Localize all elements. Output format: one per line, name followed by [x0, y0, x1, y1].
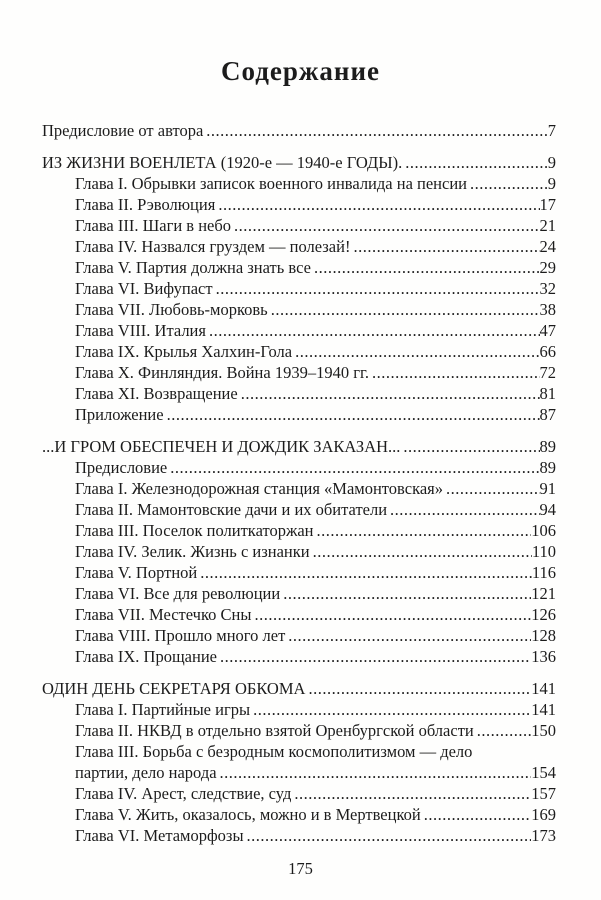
dot-leader: [467, 173, 548, 194]
toc-entry-label: Глава VIII. Прошло много лет: [75, 626, 286, 645]
dot-leader: [421, 804, 532, 825]
dot-leader: [280, 583, 531, 604]
toc-page-number: 173: [531, 826, 556, 845]
toc-page-number: 32: [539, 279, 556, 298]
dot-leader: [474, 720, 532, 741]
toc-entry: [42, 562, 556, 583]
dot-leader: [350, 236, 539, 257]
toc-entry-label: Предисловие: [75, 458, 168, 477]
dot-leader: [164, 404, 540, 425]
toc-entry-label: Предисловие от автора: [42, 121, 204, 140]
toc-entry-label: Глава III. Шаги в небо: [75, 216, 232, 235]
toc-entry-label: Глава VIII. Италия: [75, 321, 206, 340]
toc-entry: [42, 541, 556, 562]
toc-page-number: 150: [531, 721, 556, 740]
toc-entry-label: Глава IX. Прощание: [75, 647, 217, 666]
toc-entry: [42, 583, 556, 604]
toc-entry: [42, 120, 556, 141]
toc-page-number: 106: [531, 521, 556, 540]
folio-page-number: 175: [288, 859, 313, 878]
toc-entry-label: Глава II. Мамонтовские дачи и их обитатели: [75, 500, 388, 519]
toc-page-number: 24: [539, 237, 556, 256]
dot-leader: [197, 562, 532, 583]
toc-entry: [42, 257, 556, 278]
toc-entry-label: Глава II. Рэволюция: [75, 195, 216, 214]
toc-entry: [42, 625, 556, 646]
toc-page-number: 91: [539, 479, 556, 498]
dot-leader: [251, 604, 531, 625]
toc-entry: [42, 320, 556, 341]
toc-section-entry: [42, 152, 556, 173]
toc-entry-label: Глава III. Поселок политкаторжан: [75, 521, 314, 540]
toc-entry: [42, 173, 556, 194]
toc-entry: [42, 741, 556, 762]
toc-entry-label: Глава V. Портной: [75, 563, 198, 582]
toc-entry: [42, 762, 556, 783]
toc-entry: [42, 804, 556, 825]
dot-leader: [285, 625, 531, 646]
toc-entry-label: Глава VII. Местечко Сны: [75, 605, 252, 624]
toc-page-number: 154: [531, 763, 556, 782]
dot-leader: [250, 699, 531, 720]
toc-entry-label: Глава VI. Метаморфозы: [75, 826, 244, 845]
toc-entry: [42, 499, 556, 520]
dot-leader: [443, 478, 540, 499]
toc-page-number: 157: [531, 784, 556, 803]
toc-entry-label: ...И ГРОМ ОБЕСПЕЧЕН И ДОЖДИК ЗАКАЗАН...: [42, 437, 401, 456]
toc-page-number: 17: [539, 195, 556, 214]
dot-leader: [231, 215, 539, 236]
dot-leader: [203, 120, 547, 141]
dot-leader: [310, 541, 532, 562]
toc-entry: [42, 236, 556, 257]
toc-page-number: 9: [547, 174, 556, 193]
toc-entry: [42, 699, 556, 720]
toc-entry: [42, 404, 556, 425]
toc-page-number: 81: [539, 384, 556, 403]
dot-leader: [305, 678, 531, 699]
dot-leader: [206, 320, 540, 341]
toc-page-number: 89: [539, 437, 556, 456]
dot-leader: [292, 341, 539, 362]
toc-entry-label: Глава IX. Крылья Халхин-Гола: [75, 342, 293, 361]
toc-page-number: 110: [531, 542, 556, 561]
toc-page-number: 121: [531, 584, 556, 603]
toc-page-number: 116: [531, 563, 556, 582]
toc-page-number: 94: [539, 500, 556, 519]
dot-leader: [238, 383, 540, 404]
table-of-contents: [42, 120, 556, 846]
toc-entry: [42, 278, 556, 299]
dot-leader: [369, 362, 540, 383]
toc-page-number: 66: [539, 342, 556, 361]
toc-entry-label: Глава III. Борьба с безродным космополитизмом — дело: [75, 742, 473, 761]
toc-entry: [42, 215, 556, 236]
toc-page-number: 47: [539, 321, 556, 340]
toc-entry-label: Глава IV. Арест, следствие, суд: [75, 784, 292, 803]
toc-page-number: 89: [539, 458, 556, 477]
dot-leader: [268, 299, 540, 320]
toc-entry: [42, 457, 556, 478]
toc-entry-label: Глава X. Финляндия. Война 1939–1940 гг.: [75, 363, 369, 382]
toc-page-number: 141: [531, 679, 556, 698]
toc-entry-label: Глава XI. Возвращение: [75, 384, 238, 403]
toc-entry: [42, 825, 556, 846]
toc-entry: [42, 383, 556, 404]
toc-entry-label: Глава VII. Любовь-морковь: [75, 300, 268, 319]
dot-leader: [213, 278, 540, 299]
toc-entry-label: Глава IV. Зелик. Жизнь с изнанки: [75, 542, 310, 561]
toc-entry-label: Глава I. Партийные игры: [75, 700, 251, 719]
toc-entry: [42, 341, 556, 362]
toc-entry: [42, 194, 556, 215]
toc-entry-label: Глава V. Жить, оказалось, можно и в Мертвецкой: [75, 805, 421, 824]
toc-entry-label: Глава I. Обрывки записок военного инвалида на пенсии: [75, 174, 467, 193]
toc-page-number: 169: [531, 805, 556, 824]
toc-entry-label: Глава VI. Все для революции: [75, 584, 281, 603]
toc-section-entry: [42, 436, 556, 457]
toc-entry-label: Глава V. Партия должна знать все: [75, 258, 311, 277]
toc-entry: [42, 520, 556, 541]
toc-entry: [42, 478, 556, 499]
toc-page-number: 136: [531, 647, 556, 666]
toc-section-entry: [42, 678, 556, 699]
toc-page-number: 126: [531, 605, 556, 624]
toc-page-number: 21: [539, 216, 556, 235]
toc-entry: [42, 299, 556, 320]
dot-leader: [244, 825, 532, 846]
toc-entry: [42, 362, 556, 383]
toc-page-number: 29: [539, 258, 556, 277]
toc-entry: [42, 646, 556, 667]
toc-entry-label: Глава I. Железнодорожная станция «Мамонтовская»: [75, 479, 443, 498]
toc-entry: [42, 604, 556, 625]
dot-leader: [402, 152, 548, 173]
toc-page-number: 128: [531, 626, 556, 645]
toc-page-number: 72: [539, 363, 556, 382]
toc-entry-label: Приложение: [75, 405, 164, 424]
toc-entry-label: ОДИН ДЕНЬ СЕКРЕТАРЯ ОБКОМА: [42, 679, 306, 698]
toc-entry-label: партии, дело народа: [75, 763, 217, 782]
toc-entry: [42, 783, 556, 804]
toc-entry-label: Глава VI. Вифупаст: [75, 279, 213, 298]
dot-leader: [400, 436, 539, 457]
toc-page-number: 141: [531, 700, 556, 719]
toc-page-number: 38: [539, 300, 556, 319]
toc-entry: [42, 720, 556, 741]
dot-leader: [217, 762, 532, 783]
dot-leader: [291, 783, 531, 804]
toc-page-number: 7: [547, 121, 556, 140]
toc-entry-label: Глава IV. Назвался груздем — полезай!: [75, 237, 351, 256]
dot-leader: [167, 457, 539, 478]
toc-entry-label: ИЗ ЖИЗНИ ВОЕНЛЕТА (1920-е — 1940-е ГОДЫ).: [42, 153, 403, 172]
dot-leader: [311, 257, 540, 278]
toc-page-number: 9: [547, 153, 556, 172]
dot-leader: [215, 194, 539, 215]
toc-page-number: 87: [539, 405, 556, 424]
dot-leader: [387, 499, 539, 520]
toc-entry-label: Глава II. НКВД в отдельно взятой Оренбургской области: [75, 721, 474, 740]
dot-leader: [217, 646, 531, 667]
page-title: Содержание: [220, 56, 381, 86]
dot-leader: [314, 520, 532, 541]
